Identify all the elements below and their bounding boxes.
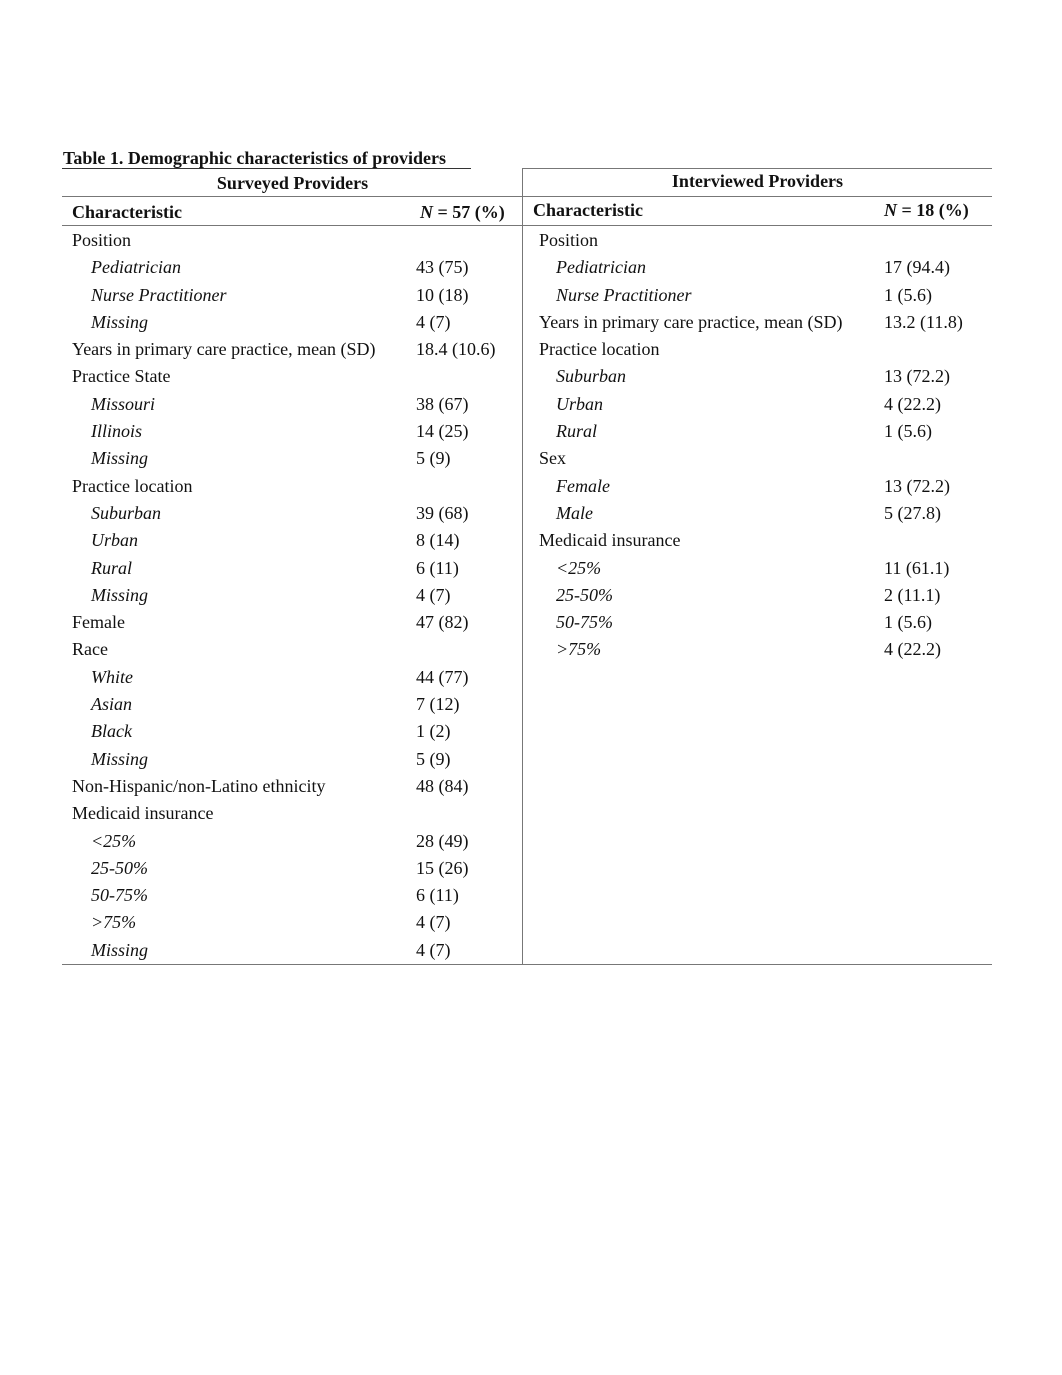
table-row [72,828,512,855]
row-label: Position [72,230,132,250]
row-label: Missing [91,748,149,769]
table-row [72,937,512,964]
row-value: 18.4 (10.6) [416,339,496,360]
table-row [539,636,989,663]
row-value: 5 (27.8) [884,502,941,523]
row-value: 14 (25) [416,421,469,442]
row-label: 25-50% [556,584,613,605]
row-value: 1 (2) [416,721,451,742]
row-value: 13.2 (11.8) [884,311,963,332]
row-value: 1 (5.6) [884,612,932,633]
row-value: 13 (72.2) [884,475,950,496]
row-value: 28 (49) [416,830,469,851]
table-row [72,582,512,609]
row-label: Female [72,612,125,633]
row-label: Practice State [72,366,171,387]
row-label: Female [556,475,610,496]
table-row [539,391,989,418]
table-row [72,691,512,718]
row-label: Urban [91,530,139,551]
table-row [539,445,989,472]
table-row [539,500,989,527]
table-caption: Table 1. Demographic characteristics of providers [63,148,446,168]
table-row [539,473,989,500]
rule-top-right [523,168,992,169]
table-row [72,555,512,582]
row-label: Years in primary care practice, mean (SD) [539,311,843,332]
row-value: 8 (14) [416,530,460,551]
row-label: Years in primary care practice, mean (SD) [72,339,376,360]
rule-group-header-right [523,196,992,197]
table-row [539,363,989,390]
row-label: Position [539,230,599,250]
table-row [539,336,989,363]
surveyed-n-header: N = 57 (%) [420,202,505,222]
row-label: Practice location [539,339,660,360]
row-label: Missing [91,448,149,469]
row-value: 1 (5.6) [884,421,932,442]
table-row [539,254,989,281]
table-row [72,336,512,363]
surveyed-rows [72,227,512,964]
table-row [72,391,512,418]
row-value: 13 (72.2) [884,366,950,387]
row-value: 6 (11) [416,885,459,906]
surveyed-group-title: Surveyed Providers [216,173,369,193]
table-row [72,746,512,773]
table-row [539,527,989,554]
row-label: 50-75% [91,885,148,906]
row-label: >75% [91,912,137,933]
row-label: Sex [539,448,566,469]
table-row [72,227,512,254]
row-label: >75% [556,639,602,660]
table-row [72,909,512,936]
row-label: Rural [91,557,133,578]
row-label: Race [72,639,108,660]
row-label: Non-Hispanic/non-Latino ethnicity [72,775,326,796]
table-row [539,282,989,309]
row-label: Missouri [91,393,156,414]
row-value: 4 (7) [416,311,451,332]
table-row [72,500,512,527]
row-label: Missing [91,584,149,605]
row-label: Illinois [91,421,143,442]
table-row [539,309,989,336]
row-label: Medicaid insurance [72,803,214,824]
row-value: 38 (67) [416,393,469,414]
row-label: 50-75% [556,612,613,633]
row-label: Nurse Practitioner [91,284,227,305]
rule-vertical-divider [522,168,523,965]
table-row [72,473,512,500]
row-value: 17 (94.4) [884,257,950,278]
row-value: 44 (77) [416,666,469,687]
table-row [72,773,512,800]
rule-group-header-left [62,196,523,197]
row-value: 6 (11) [416,557,459,578]
table-row [539,418,989,445]
table-row [72,800,512,827]
table-row [539,609,989,636]
row-value: 4 (22.2) [884,639,941,660]
row-value: 15 (26) [416,857,469,878]
table-row [72,445,512,472]
table-row [72,882,512,909]
row-label: 25-50% [91,857,148,878]
interviewed-group-title: Interviewed Providers [671,171,844,191]
row-value: 48 (84) [416,775,469,796]
row-label: Missing [91,311,149,332]
row-label: Rural [556,421,598,442]
row-label: Black [91,721,132,742]
table-row [72,309,512,336]
row-value: 4 (7) [416,584,451,605]
row-label: Asian [91,694,133,715]
table-row [72,363,512,390]
row-value: 10 (18) [416,284,469,305]
table-row [72,527,512,554]
row-label: Practice location [72,475,193,496]
row-label: Medicaid insurance [539,530,681,551]
interviewed-characteristic-header: Characteristic [533,200,643,220]
table-row [72,636,512,663]
table-row [72,254,512,281]
demographics-table [62,168,992,965]
row-value: 5 (9) [416,748,451,769]
table-row [539,582,989,609]
row-value: 5 (9) [416,448,451,469]
row-label: Suburban [556,366,627,387]
row-value: 4 (7) [416,939,451,960]
row-label: <25% [91,830,137,851]
row-value: 7 (12) [416,694,460,715]
interviewed-rows [539,227,989,664]
row-label: Pediatrician [91,257,181,278]
table-row [72,664,512,691]
table-row [72,855,512,882]
row-label: Nurse Practitioner [556,284,692,305]
table-row [72,418,512,445]
rule-caption-underline [62,168,471,169]
row-value: 43 (75) [416,257,469,278]
row-value: 47 (82) [416,612,469,633]
row-label: <25% [556,557,602,578]
table-row [539,555,989,582]
row-label: Urban [556,393,604,414]
row-label: Pediatrician [556,257,646,278]
interviewed-n-header: N = 18 (%) [884,200,969,220]
row-label: Male [556,502,593,523]
row-value: 11 (61.1) [884,557,950,578]
rule-column-header [62,225,992,226]
table-row [539,227,989,254]
row-label: Missing [91,939,149,960]
table-row [72,609,512,636]
rule-bottom [62,964,992,965]
row-label: Suburban [91,502,162,523]
row-value: 1 (5.6) [884,284,932,305]
row-value: 4 (22.2) [884,393,941,414]
table-row [72,282,512,309]
row-value: 4 (7) [416,912,451,933]
surveyed-characteristic-header: Characteristic [72,202,182,222]
row-label: White [91,666,133,687]
row-value: 2 (11.1) [884,584,941,605]
row-value: 39 (68) [416,502,469,523]
table-row [72,718,512,745]
